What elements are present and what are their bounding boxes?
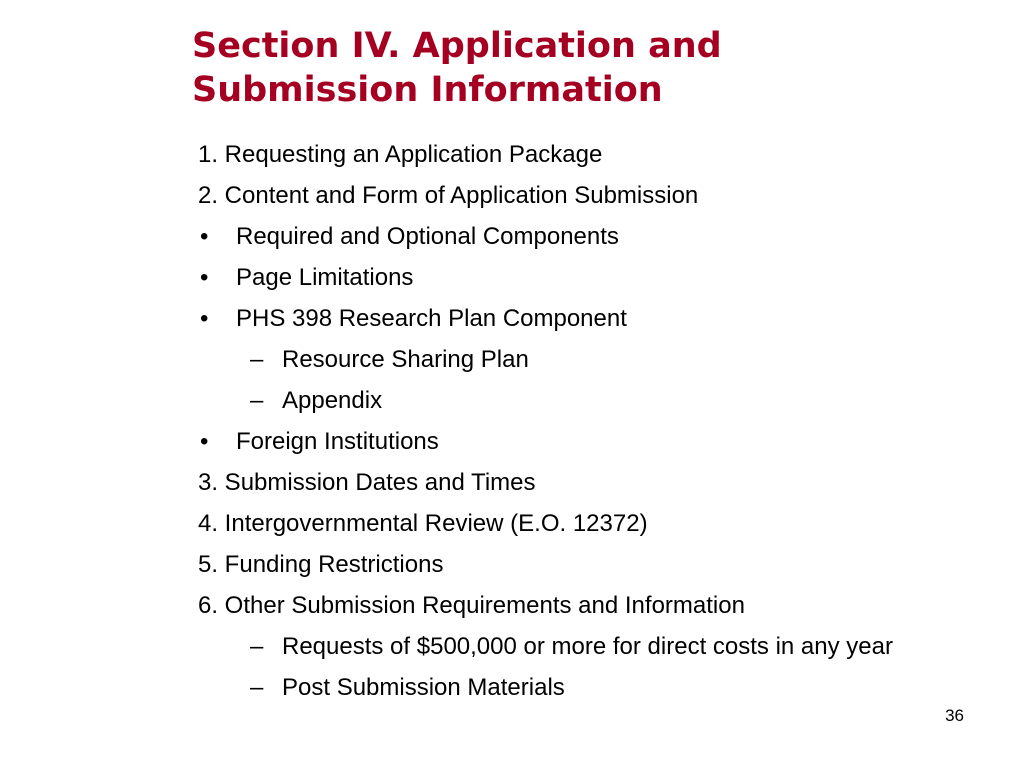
- outline-subitem-research-plan: [198, 298, 898, 339]
- outline-item-text: 4. Intergovernmental Review (E.O. 12372): [198, 510, 648, 537]
- slide-title-line-1: Section IV. Application and: [192, 26, 722, 66]
- bullet-icon: •: [200, 223, 209, 250]
- outline-item-text: Requests of $500,000 or more for direct costs in any year: [282, 633, 893, 660]
- outline-item-text: Foreign Institutions: [236, 428, 439, 455]
- outline-item-text: 6. Other Submission Requirements and Information: [198, 592, 745, 619]
- outline-item-3: [198, 462, 898, 503]
- outline-subitem-required-optional: [198, 216, 898, 257]
- slide-title: [192, 24, 972, 112]
- bullet-icon: •: [200, 428, 209, 455]
- dash-icon: –: [250, 633, 264, 660]
- outline-subsubitem-post-submission: [198, 667, 902, 708]
- outline-subsubitem-resource-sharing: [198, 339, 902, 380]
- outline-item-text: Page Limitations: [236, 264, 414, 291]
- outline-item-1: [198, 134, 898, 175]
- outline-subsubitem-appendix: [198, 380, 902, 421]
- outline-item-text: PHS 398 Research Plan Component: [236, 305, 627, 332]
- outline-item-text: 2. Content and Form of Application Submission: [198, 182, 699, 209]
- outline-item-text: 5. Funding Restrictions: [198, 551, 444, 578]
- outline-item-4: [198, 503, 898, 544]
- dash-icon: –: [250, 346, 264, 373]
- outline-item-text: Appendix: [282, 387, 383, 414]
- outline-list: [198, 134, 898, 708]
- bullet-icon: •: [200, 264, 209, 291]
- outline-subitem-page-limitations: [198, 257, 898, 298]
- page-number: 36: [945, 706, 964, 725]
- outline-item-text: Required and Optional Components: [236, 223, 619, 250]
- outline-item-5: [198, 544, 898, 585]
- outline-subsubitem-large-requests: [198, 626, 902, 667]
- outline-item-text: 3. Submission Dates and Times: [198, 469, 536, 496]
- outline-subitem-foreign-institutions: [198, 421, 898, 462]
- outline-item-2: [198, 175, 898, 216]
- outline-item-text: Post Submission Materials: [282, 674, 565, 701]
- outline-item-text: 1. Requesting an Application Package: [198, 141, 603, 168]
- bullet-icon: •: [200, 305, 209, 332]
- slide-title-line-2: Submission Information: [192, 70, 663, 110]
- dash-icon: –: [250, 387, 264, 414]
- outline-item-6: [198, 585, 898, 626]
- dash-icon: –: [250, 674, 264, 701]
- outline-item-text: Resource Sharing Plan: [282, 346, 529, 373]
